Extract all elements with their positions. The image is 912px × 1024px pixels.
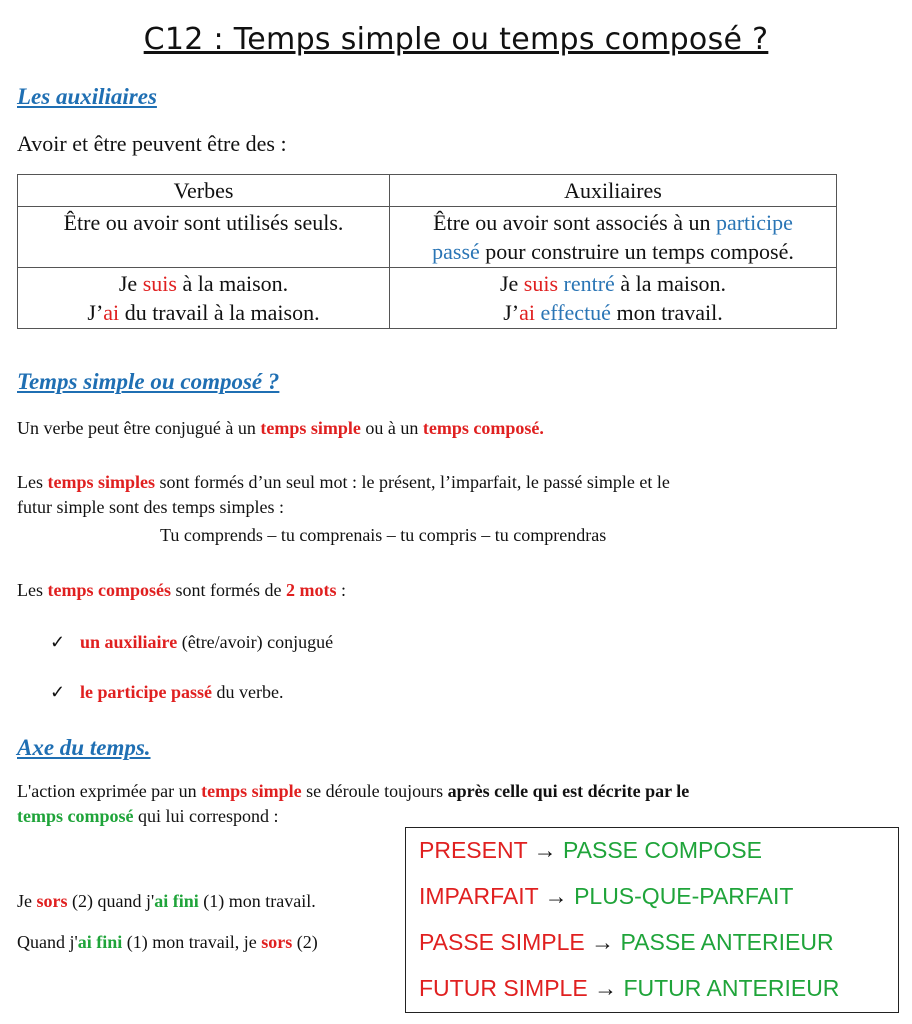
tense-pair: PRESENT → PASSE COMPOSE bbox=[419, 837, 762, 863]
paragraph-axe-line2: temps composé qui lui correspond : bbox=[17, 806, 279, 826]
header-verbes: Verbes bbox=[18, 175, 390, 207]
tense-pair: IMPARFAIT → PLUS-QUE-PARFAIT bbox=[419, 883, 794, 909]
tense-correspondence-box bbox=[405, 827, 899, 1013]
heading-axe-du-temps: Axe du temps. bbox=[17, 735, 151, 760]
tense-pair: PASSE SIMPLE → PASSE ANTERIEUR bbox=[419, 929, 834, 955]
term-participe: participe bbox=[715, 210, 793, 235]
intro-text: Avoir et être peuvent être des : bbox=[17, 131, 287, 156]
example-je-sors: Je sors (2) quand j'ai fini (1) mon travail. bbox=[17, 891, 316, 911]
term-passe: passé bbox=[432, 239, 480, 264]
heading-temps-simple-compose: Temps simple ou composé ? bbox=[17, 369, 280, 394]
paragraph-temps-simples-line2: futur simple sont des temps simples : bbox=[17, 497, 284, 517]
header-auxiliaires: Auxiliaires bbox=[390, 175, 837, 207]
list-item: ✓ le participe passé du verbe. bbox=[50, 682, 284, 702]
arrow-icon: → bbox=[533, 837, 557, 863]
arrow-icon: → bbox=[591, 929, 615, 955]
heading-auxiliaires: Les auxiliaires bbox=[17, 84, 157, 109]
list-item: ✓ un auxiliaire (être/avoir) conjugué bbox=[50, 632, 334, 652]
cell-aux-desc: Être ou avoir sont associés à un participe passé pour construire un temps composé. bbox=[390, 207, 837, 268]
paragraph-temps-composes: Les temps composés sont formés de 2 mots : bbox=[17, 580, 346, 600]
paragraph-temps-simples: Les temps simples sont formés d’un seul mot : le présent, l’imparfait, le passé simple et le bbox=[17, 472, 670, 492]
example-quand-jai-fini: Quand j'ai fini (1) mon travail, je sors (2) bbox=[17, 932, 318, 952]
auxiliaires-table bbox=[17, 174, 837, 329]
check-icon: ✓ bbox=[50, 682, 66, 702]
arrow-icon: → bbox=[544, 883, 568, 909]
paragraph-axe: L'action exprimée par un temps simple se déroule toujours après celle qui est décrite par le bbox=[17, 781, 690, 801]
table-row bbox=[18, 207, 837, 268]
cell-verbes-examples: Je suis à la maison. J’ai du travail à la maison. bbox=[18, 268, 390, 329]
table-header-row bbox=[18, 175, 837, 207]
arrow-icon: → bbox=[594, 975, 618, 1001]
tense-pair: FUTUR SIMPLE → FUTUR ANTERIEUR bbox=[419, 975, 840, 1001]
table-row bbox=[18, 268, 837, 329]
check-icon: ✓ bbox=[50, 632, 66, 652]
cell-verbes-desc: Être ou avoir sont utilisés seuls. bbox=[18, 207, 390, 268]
example-tu-comprends: Tu comprends – tu comprenais – tu compris – tu comprendras bbox=[160, 525, 607, 545]
paragraph-intro: Un verbe peut être conjugué à un temps simple ou à un temps composé. bbox=[17, 418, 544, 438]
page-title: C12 : Temps simple ou temps composé ? bbox=[143, 22, 769, 57]
cell-aux-examples: Je suis rentré à la maison. J’ai effectué mon travail. bbox=[390, 268, 837, 329]
